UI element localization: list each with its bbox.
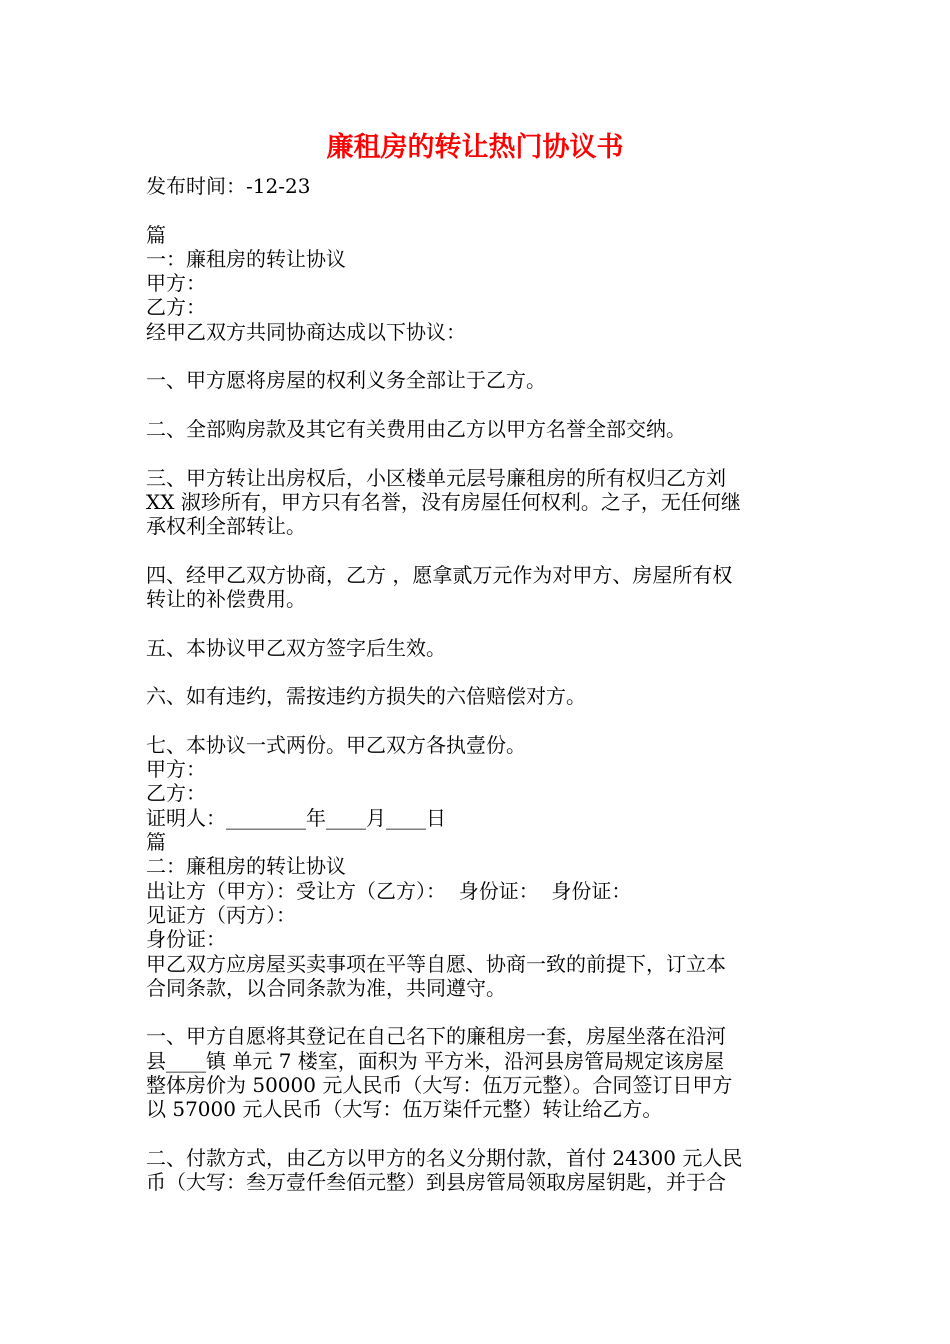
part1-intro: 经甲乙双方共同协商达成以下协议：: [146, 319, 466, 344]
part1-sign-b: 乙方：: [146, 781, 206, 806]
document-title: 廉租房的转让热门协议书: [326, 132, 624, 163]
part2-clause-2-line-1: 二、付款方式，由乙方以甲方的名义分期付款，首付 24300 元人民: [146, 1145, 743, 1170]
part1-clause-6: 六、如有违约，需按违约方损失的六倍赔偿对方。: [146, 684, 586, 709]
part1-sign-a: 甲方：: [146, 757, 206, 782]
part1-clause-3-line-3: 承权利全部转让。: [146, 514, 306, 539]
part1-clause-3-line-1: 三、甲方转让出房权后，小区楼单元层号廉租房的所有权归乙方刘: [146, 465, 726, 490]
part2-heading-b: 二：廉租房的转让协议: [146, 854, 346, 879]
part2-id-line: 身份证：: [146, 927, 226, 952]
part2-clause-1-line-3: 整体房价为 50000 元人民币（大写：伍万元整）。合同签订日甲方: [146, 1072, 733, 1097]
blank-line: [146, 1000, 810, 1024]
part1-heading-b: 一：廉租房的转让协议: [146, 246, 346, 271]
part1-clause-4-line-2: 转让的补偿费用。: [146, 587, 306, 612]
blank-line: [146, 611, 810, 635]
part2-heading-a: 篇: [146, 830, 166, 855]
part2-clause-1-line-2: 县____镇 单元 7 楼室，面积为 平方米，沿河县房管局规定该房屋: [146, 1048, 725, 1073]
part2-intro-line-2: 合同条款，以合同条款为准，共同遵守。: [146, 975, 506, 1000]
part2-clause-1-line-4: 以 57000 元人民币（大写：伍万柒仟元整）转让给乙方。: [146, 1097, 663, 1122]
part1-heading-a: 篇: [146, 222, 166, 247]
blank-line: [146, 198, 810, 222]
part1-clause-2: 二、全部购房款及其它有关费用由乙方以甲方名誉全部交纳。: [146, 416, 686, 441]
part1-clause-4-line-1: 四、经甲乙双方协商，乙方 ，愿拿贰万元作为对甲方、房屋所有权: [146, 562, 733, 587]
part2-intro-line-1: 甲乙双方应房屋买卖事项在平等自愿、协商一致的前提下，订立本: [146, 951, 726, 976]
part1-party-b: 乙方：: [146, 295, 206, 320]
document-body: [146, 174, 810, 1194]
blank-line: [146, 393, 810, 417]
blank-line: [146, 538, 810, 562]
part1-clause-1: 一、甲方愿将房屋的权利义务全部让于乙方。: [146, 368, 546, 393]
blank-line: [146, 660, 810, 684]
part1-clause-7: 七、本协议一式两份。甲乙双方各执壹份。: [146, 732, 526, 757]
part2-witness-line: 见证方（丙方）：: [146, 902, 296, 927]
publish-date: 发布时间：-12-23: [146, 174, 311, 198]
part1-witness-date: 证明人：________年____月____日: [146, 805, 446, 830]
part2-clause-2-line-2: 币（大写：叁万壹仟叁佰元整）到县房管局领取房屋钥匙，并于合: [146, 1170, 726, 1195]
part1-clause-5: 五、本协议甲乙双方签字后生效。: [146, 635, 446, 660]
blank-line: [146, 441, 810, 465]
blank-line: [146, 1122, 810, 1146]
part2-clause-1-line-1: 一、甲方自愿将其登记在自己名下的廉租房一套，房屋坐落在沿河: [146, 1024, 726, 1049]
blank-line: [146, 709, 810, 733]
blank-line: [146, 344, 810, 368]
part1-party-a: 甲方：: [146, 271, 206, 296]
part2-parties-line: 出让方（甲方）：受让方（乙方）： 身份证： 身份证：: [146, 878, 632, 903]
part1-clause-3-line-2: XX 淑珍所有，甲方只有名誉，没有房屋任何权利。之子，无任何继: [146, 489, 741, 514]
